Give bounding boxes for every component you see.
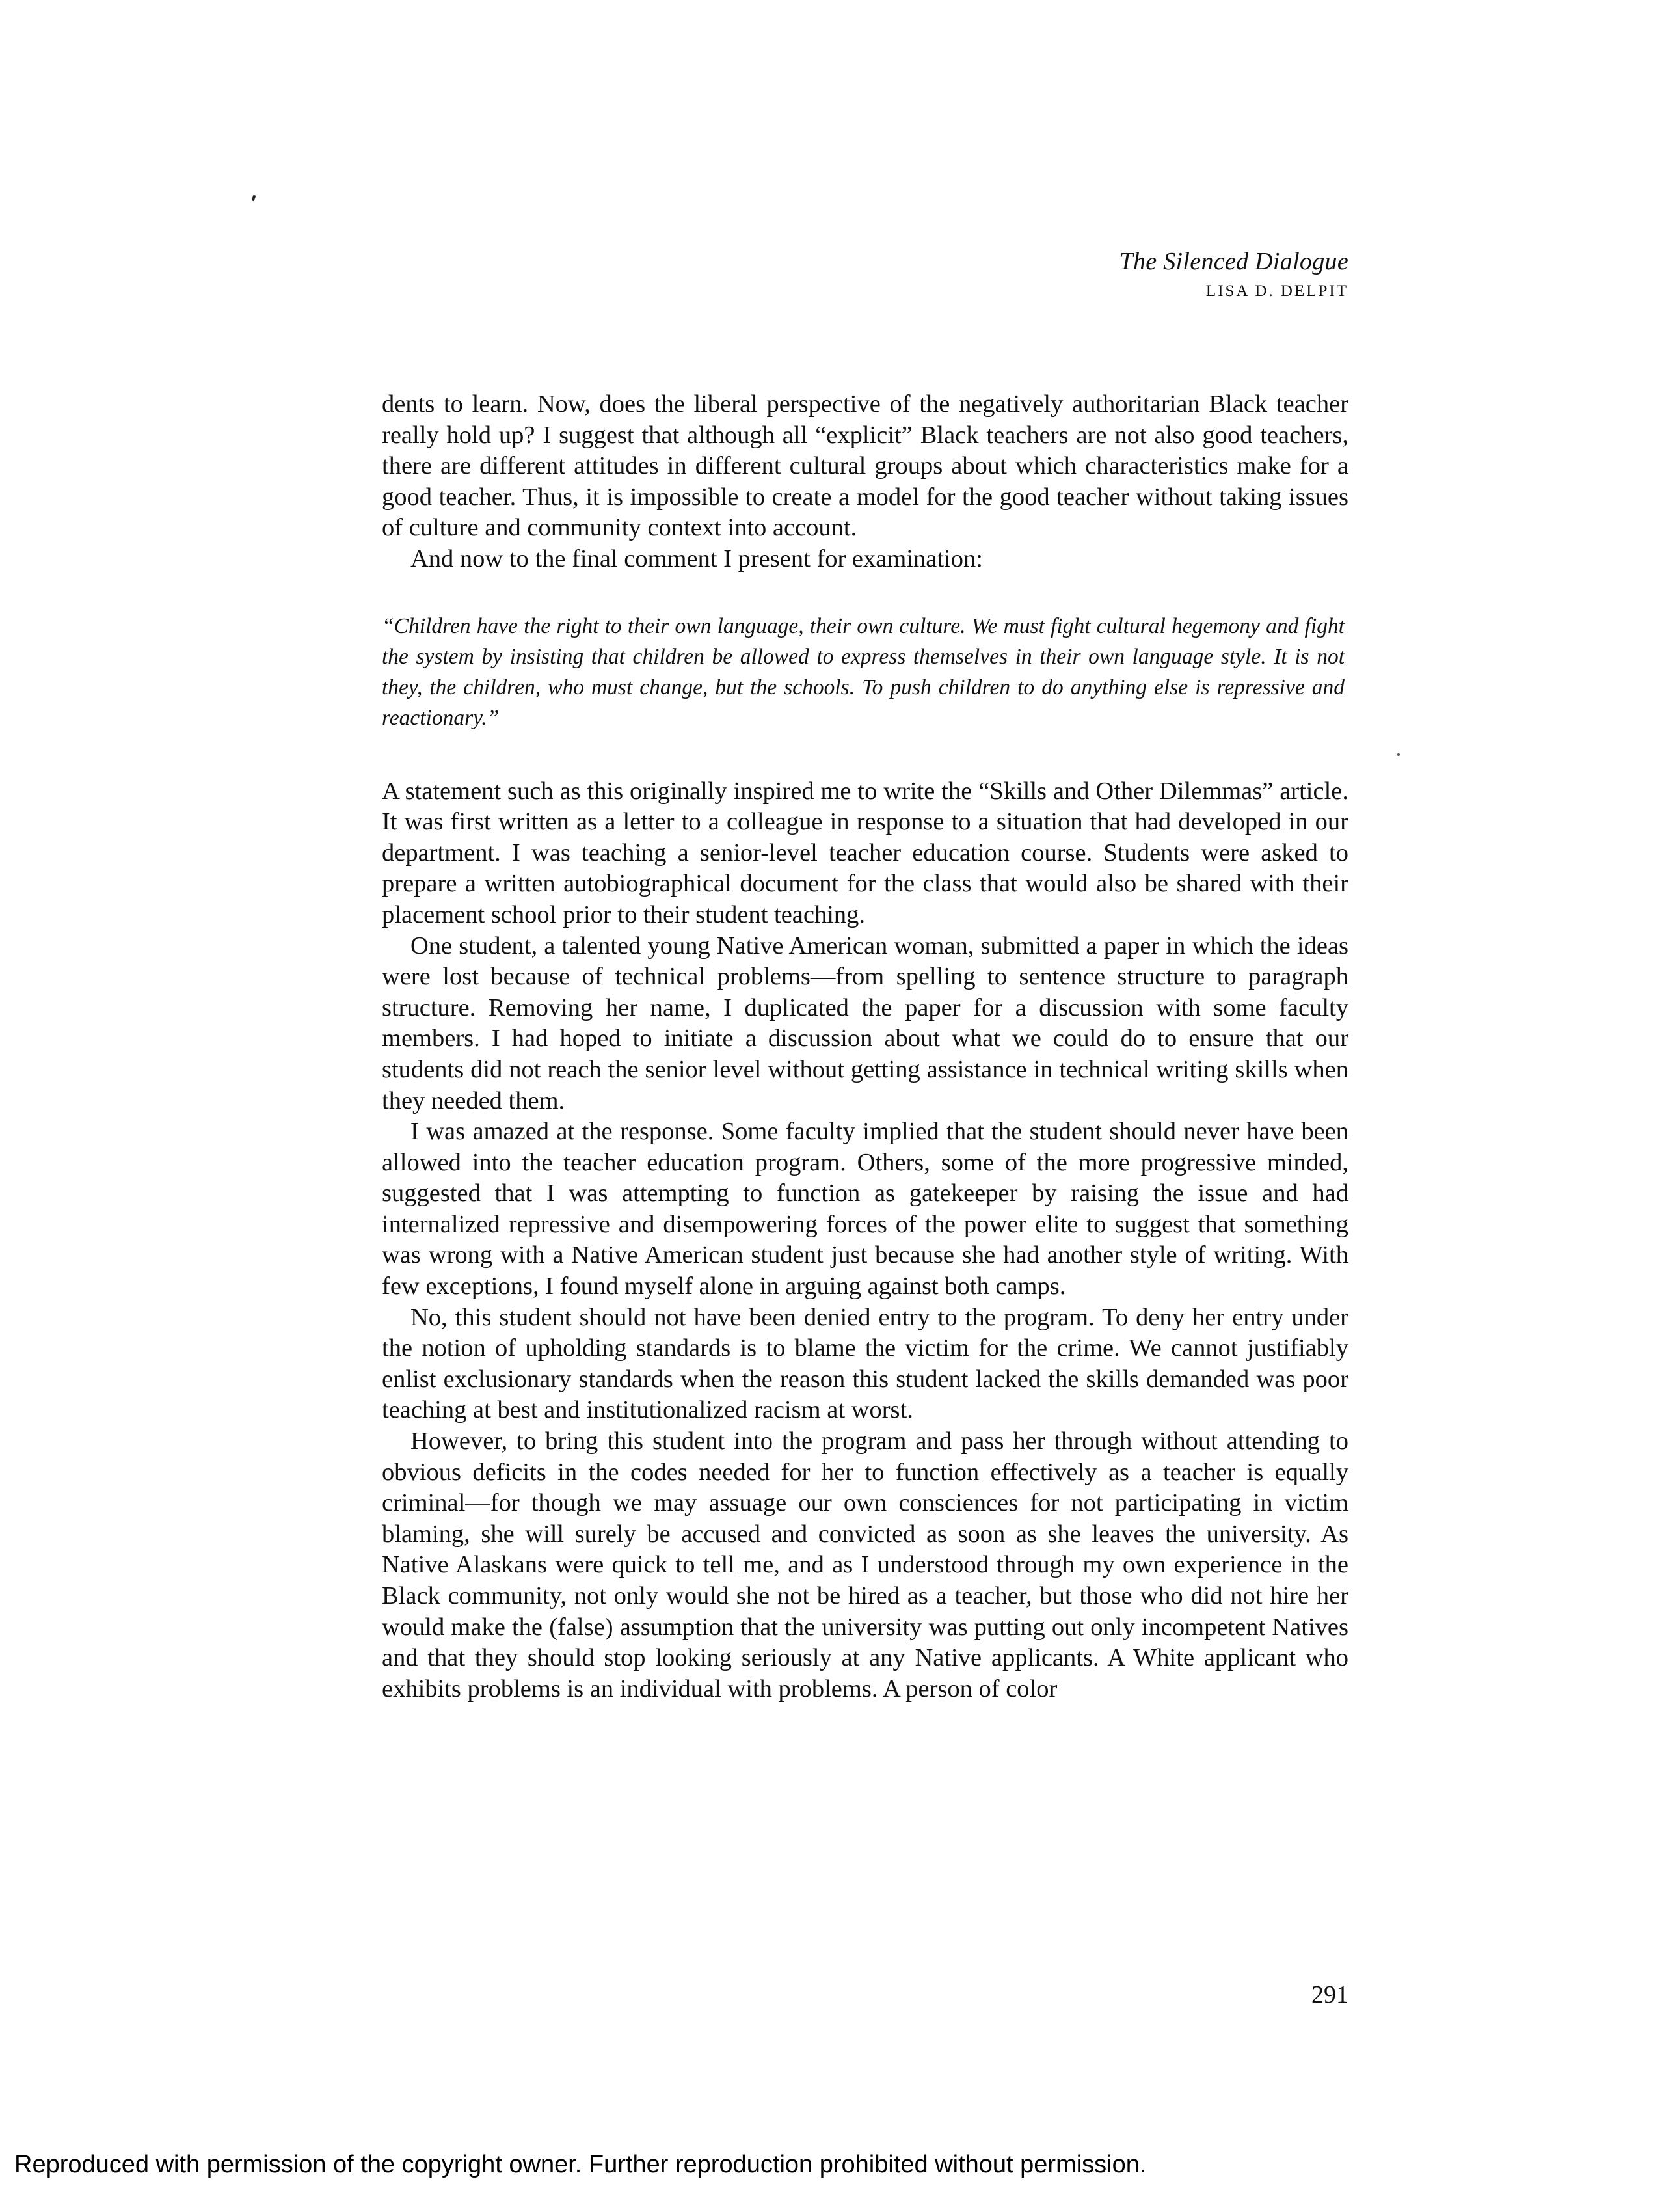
copyright-notice: Reproduced with permission of the copyright owner. Further reproduction prohibited without permission. <box>14 2151 1147 2178</box>
page-number: 291 <box>1311 1981 1348 2008</box>
stray-scan-mark <box>252 195 256 202</box>
stray-scan-dot <box>1397 753 1400 756</box>
paragraph-however: However, to bring this student into the program and pass her through without attending to obvious deficits in the codes needed for her to function effectively as a teacher is equally criminal—for though we may assuage our own consciences for not participating in victim blaming, she will surely be accused and convicted as soon as she leaves the university. As Native Alaskans were quick to tell me, and as I understood through my own experience in the Black community, not only would she not be hired as a teacher, but those who did not hire her would make the (false) assumption that the university was putting out only incompetent Natives and that they should stop looking seriously at any Native applicants. A White applicant who exhibits problems is an individual with problems. A person of color <box>382 1427 1348 1703</box>
running-author: LISA D. DELPIT <box>1205 282 1348 300</box>
paragraph-entry: No, this student should not have been denied entry to the program. To deny her entry under the notion of upholding standards is to blame the victim for the crime. We cannot justifiably enlist exclusionary standards when the reason this student lacked the skills demanded was poor teaching at best and institutionalized racism at worst. <box>382 1303 1348 1424</box>
body-text <box>382 389 1348 1705</box>
block-quote: “Children have the right to their own language, their own culture. We must fight cultural hegemony and fight the system by insisting that children be allowed to express themselves in their own language style. It is not they, the children, who must change, but the schools. To push children to do anything else is repressive and reactionary.” <box>382 614 1345 730</box>
paragraph-response: I was amazed at the response. Some faculty implied that the student should never have been allowed into the teacher education program. Others, some of the more progressive minded, suggested that I was attempting to function as gatekeeper by raising the issue and had internalized repressive and disempowering forces of the power elite to suggest that something was wrong with a Native American student just because she had another style of writing. With few exceptions, I found myself alone in arguing against both camps. <box>382 1118 1348 1301</box>
running-title: The Silenced Dialogue <box>1119 248 1348 275</box>
running-head <box>1119 246 1348 303</box>
paragraph-intro-comment: And now to the final comment I present for examination: <box>410 545 983 573</box>
paragraph-student: One student, a talented young Native American woman, submitted a paper in which the ideas were lost because of technical problems—from spelling to sentence structure to paragraph structure. Removing her name, I duplicated the paper for a discussion with some faculty members. I had hoped to initiate a discussion about what we could do to ensure that our students did not reach the senior level without getting assistance in technical writing skills when they needed them. <box>382 932 1348 1114</box>
paragraph-statement: A statement such as this originally inspired me to write the “Skills and Other Dilemmas” article. It was first written as a letter to a colleague in response to a situation that had developed in our department. I was teaching a senior-level teacher education course. Students were asked to prepare a written autobiographical document for the class that would also be shared with their placement school prior to their student teaching. <box>382 777 1348 928</box>
paragraph-continued: dents to learn. Now, does the liberal perspective of the negatively authoritarian Black teacher really hold up? I suggest that although all “explicit” Black teachers are not also good teachers, there are different attitudes in different cultural groups about which characteristics make for a good teacher. Thus, it is impossible to create a model for the good teacher without taking issues of culture and community context into account. <box>382 390 1348 542</box>
